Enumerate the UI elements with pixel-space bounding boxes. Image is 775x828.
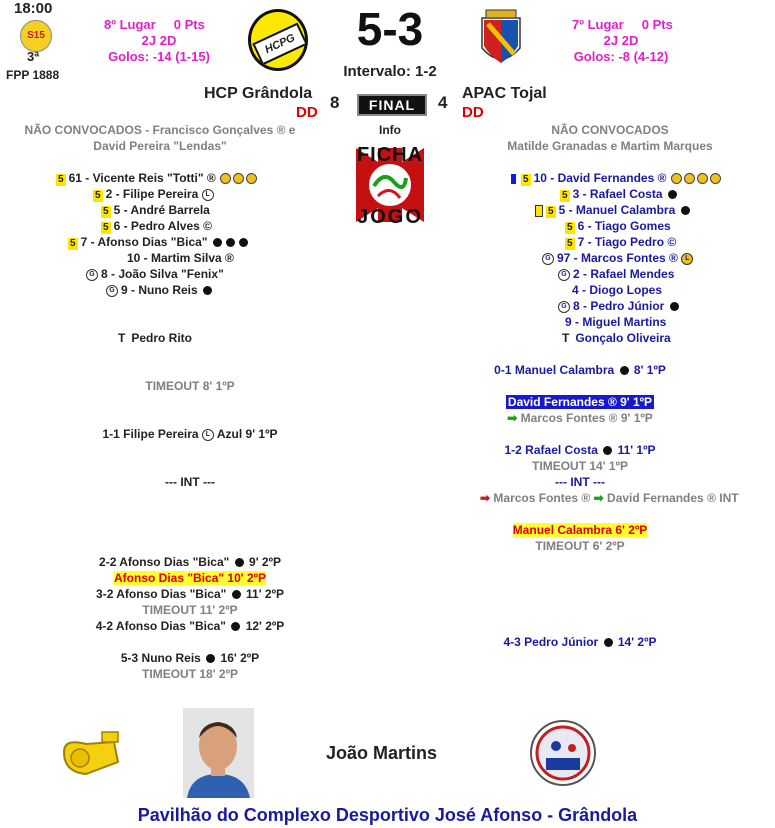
home-player-row[interactable]: G 8 - João Silva "Fenix" bbox=[86, 267, 224, 281]
home-player-row[interactable]: 5 6 - Pedro Alves © bbox=[103, 219, 212, 233]
home-player-row[interactable]: G 9 - Nuno Reis bbox=[106, 283, 214, 297]
home-record: 2J 2D bbox=[141, 33, 177, 48]
away-goal-event: 1-2 Rafael Costa 11' 1ºP bbox=[504, 443, 656, 457]
home-logo[interactable] bbox=[248, 9, 308, 71]
away-goals: Golos: -8 (4-12) bbox=[573, 49, 669, 64]
away-player-row[interactable]: G 97 - Marcos Fontes ® L bbox=[542, 251, 696, 265]
away-sub-event: ➡ Marcos Fontes ® ➡ David Fernandes ® INT bbox=[480, 491, 739, 505]
score: 5-3 bbox=[356, 3, 424, 55]
home-coach[interactable]: T Pedro Rito bbox=[118, 331, 193, 345]
away-timeout-event: TIMEOUT 14' 1ºP bbox=[532, 459, 628, 473]
away-team-name[interactable]: APAC Tojal bbox=[462, 85, 547, 102]
away-form: DD bbox=[462, 104, 484, 121]
home-interval: --- INT --- bbox=[165, 475, 215, 489]
division-label: 3ª bbox=[27, 49, 40, 64]
venue-title[interactable]: Pavilhão do Complexo Desportivo José Afonso - Grândola bbox=[137, 805, 638, 825]
away-goal-event: 0-1 Manuel Calambra 8' 1ºP bbox=[494, 363, 666, 377]
away-player-row[interactable]: 9 - Miguel Martins bbox=[565, 315, 667, 329]
home-player-row[interactable]: 5 2 - Filipe Pereira L bbox=[93, 187, 217, 202]
away-player-row[interactable]: G 8 - Pedro Júnior bbox=[558, 299, 681, 313]
home-form: DD bbox=[296, 104, 318, 121]
home-player-row[interactable]: 5 61 - Vicente Reis "Totti" ® bbox=[56, 171, 258, 186]
away-not-called: NÃO CONVOCADOS bbox=[551, 123, 669, 137]
away-fouls: 4 bbox=[438, 93, 448, 112]
referee-name[interactable]: João Martins bbox=[326, 743, 438, 763]
away-player-row[interactable]: 5 5 - Manuel Calambra bbox=[535, 203, 692, 218]
home-logo-text: HCPG bbox=[263, 31, 297, 57]
away-record: 2J 2D bbox=[603, 33, 639, 48]
away-not-called-2: Matilde Granadas e Martim Marques bbox=[507, 139, 713, 153]
ficha-jogo-logo[interactable] bbox=[338, 140, 442, 230]
home-player-row[interactable]: 5 7 - Afonso Dias "Bica" bbox=[68, 235, 250, 250]
association-emblem bbox=[528, 718, 598, 788]
home-timeout-event: TIMEOUT 8' 1ºP bbox=[145, 379, 235, 393]
home-goal-event: 1-1 Filipe Pereira L Azul 9' 1ºP bbox=[102, 427, 278, 441]
away-player-row[interactable]: G 2 - Rafael Mendes bbox=[558, 267, 674, 281]
home-goal-event: 5-3 Nuno Reis 16' 2ºP bbox=[120, 651, 260, 665]
away-player-row[interactable]: 5 10 - David Fernandes ® bbox=[511, 171, 722, 186]
ficha-top-text: FICHA bbox=[356, 144, 424, 166]
home-timeout-event: TIMEOUT 18' 2ºP bbox=[142, 667, 238, 681]
halftime-score: Intervalo: 1-2 bbox=[343, 63, 437, 80]
away-rank: 7º Lugar 0 Pts bbox=[572, 17, 673, 32]
away-goal-event: 4-3 Pedro Júnior 14' 2ºP bbox=[503, 635, 657, 649]
coach-icon: T bbox=[562, 331, 570, 345]
division-icon bbox=[20, 20, 52, 52]
home-card-event: Afonso Dias "Bica" 10' 2ºP bbox=[114, 571, 266, 585]
away-interval: --- INT --- bbox=[555, 475, 605, 489]
away-card-event: Manuel Calambra 6' 2ºP bbox=[512, 523, 648, 537]
ficha-bottom-text: JOGO bbox=[357, 206, 423, 228]
home-not-called: NÃO CONVOCADOS - Francisco Gonçalves ® e bbox=[24, 123, 296, 137]
away-player-row[interactable]: 5 7 - Tiago Pedro © bbox=[567, 235, 677, 249]
away-card-event: David Fernandes ® 9' 1ºP bbox=[507, 395, 653, 409]
home-not-called-2: David Pereira "Lendas" bbox=[93, 139, 227, 153]
home-rank: 8º Lugar 0 Pts bbox=[104, 17, 205, 32]
away-logo[interactable] bbox=[478, 8, 524, 72]
referee-photo bbox=[183, 708, 254, 798]
home-team-name[interactable]: HCP Grândola bbox=[204, 85, 313, 102]
home-goal-event: 2-2 Afonso Dias "Bica" 9' 2ºP bbox=[99, 555, 281, 569]
home-goal-event: 4-2 Afonso Dias "Bica" 12' 2ºP bbox=[95, 619, 285, 633]
org-label: FPP 1888 bbox=[6, 68, 60, 82]
division-badge: S15 bbox=[27, 30, 45, 41]
home-goals: Golos: -14 (1-15) bbox=[108, 49, 210, 64]
home-timeout-event: TIMEOUT 11' 2ºP bbox=[142, 603, 238, 617]
away-player-row[interactable]: 5 3 - Rafael Costa bbox=[560, 187, 679, 202]
away-sub-event: ➡ Marcos Fontes ® 9' 1ºP bbox=[507, 411, 653, 425]
match-time: 18:00 bbox=[14, 0, 53, 17]
away-player-row[interactable]: 5 6 - Tiago Gomes bbox=[567, 219, 671, 233]
away-timeout-event: TIMEOUT 6' 2ºP bbox=[535, 539, 625, 553]
home-player-row[interactable]: 5 5 - André Barrela bbox=[103, 203, 210, 217]
info-link[interactable]: Info bbox=[379, 123, 401, 137]
away-player-row[interactable]: 4 - Diogo Lopes bbox=[572, 283, 662, 297]
coach-icon: T bbox=[118, 331, 126, 345]
home-goal-event: 3-2 Afonso Dias "Bica" 11' 2ºP bbox=[96, 587, 284, 601]
away-coach[interactable]: T Gonçalo Oliveira bbox=[562, 331, 671, 345]
home-player-row[interactable]: 10 - Martim Silva ® bbox=[127, 251, 234, 265]
whistle-icon bbox=[56, 722, 126, 782]
home-fouls: 8 bbox=[330, 93, 340, 112]
match-status: FINAL bbox=[357, 94, 427, 116]
